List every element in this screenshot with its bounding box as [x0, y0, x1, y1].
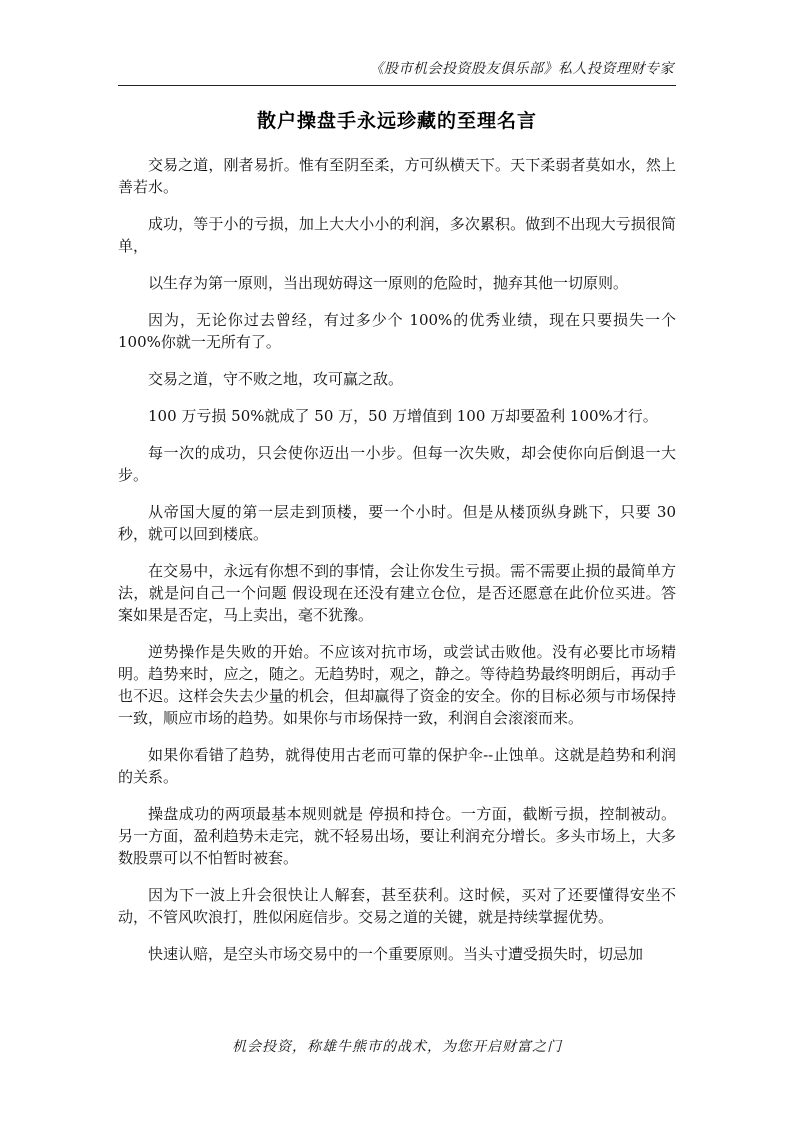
paragraph: 因为下一波上升会很快让人解套，甚至获利。这时候，买对了还要懂得安坐不动，不管风吹浪打，胜似闲庭信步。交易之道的关键，就是持续掌握优势。: [118, 886, 676, 926]
header-divider: [118, 85, 676, 86]
paragraph: 操盘成功的两项最基本规则就是 停损和持仓。一方面，截断亏损，控制被动。另一方面，盈利趋势未走完，就不轻易出场，要让利润充分增长。多头市场上，大多数股票可以不怕暂时被套。: [118, 805, 676, 867]
paragraph: 交易之道，刚者易折。惟有至阴至柔，方可纵横天下。天下柔弱者莫如水，然上善若水。: [118, 156, 676, 196]
paragraph: 如果你看错了趋势，就得使用古老而可靠的保护伞--止蚀单。这就是趋势和利润的关系。: [118, 746, 676, 786]
page-header: 《股市机会投资股友俱乐部》私人投资理财专家: [369, 61, 674, 77]
paragraph: 快速认赔，是空头市场交易中的一个重要原则。当头寸遭受损失时，切忌加: [148, 945, 644, 963]
document-title: 散户操盘手永远珍藏的至理名言: [256, 110, 537, 132]
page-footer: 机会投资，称雄牛熊市的战术，为您开启财富之门: [232, 1039, 562, 1055]
paragraph: 交易之道，守不败之地，攻可赢之敌。: [148, 370, 404, 388]
paragraph: 以生存为第一原则，当出现妨碍这一原则的危险时，抛弃其他一切原则。: [148, 274, 629, 292]
paragraph: 在交易中，永远有你想不到的事情，会让你发生亏损。需不需要止损的最简单方法，就是问自己一个问题 假设现在还没有建立仓位，是否还愿意在此价位买进。答案如果是否定，马上卖出，毫不犹豫。: [118, 562, 676, 624]
paragraph: 每一次的成功，只会使你迈出一小步。但每一次失败，却会使你向后倒退一大步。: [118, 444, 676, 484]
paragraph: 100 万亏损 50%就成了 50 万，50 万增值到 100 万却要盈利 100%才行。: [148, 407, 658, 425]
paragraph: 从帝国大厦的第一层走到顶楼，要一个小时。但是从楼顶纵身跳下，只要 30 秒，就可以回到楼底。: [118, 503, 676, 543]
paragraph: 成功，等于小的亏损，加上大大小小的利润，多次累积。做到不出现大亏损很简单，: [118, 215, 676, 255]
paragraph: 逆势操作是失败的开始。不应该对抗市场，或尝试击败他。没有必要比市场精明。趋势来时，应之，随之。无趋势时，观之，静之。等待趋势最终明朗后，再动手也不迟。这样会失去少量的机会，但却赢得了资金的安全。你的目标必须与市场保持一致，顺应市场的趋势。如果你与市场保持一致，利润自会滚滚而来。: [118, 643, 676, 727]
paragraph: 因为，无论你过去曾经，有过多少个 100%的优秀业绩，现在只要损失一个 100%你就一无所有了。: [118, 311, 676, 351]
document-body: [118, 154, 676, 980]
